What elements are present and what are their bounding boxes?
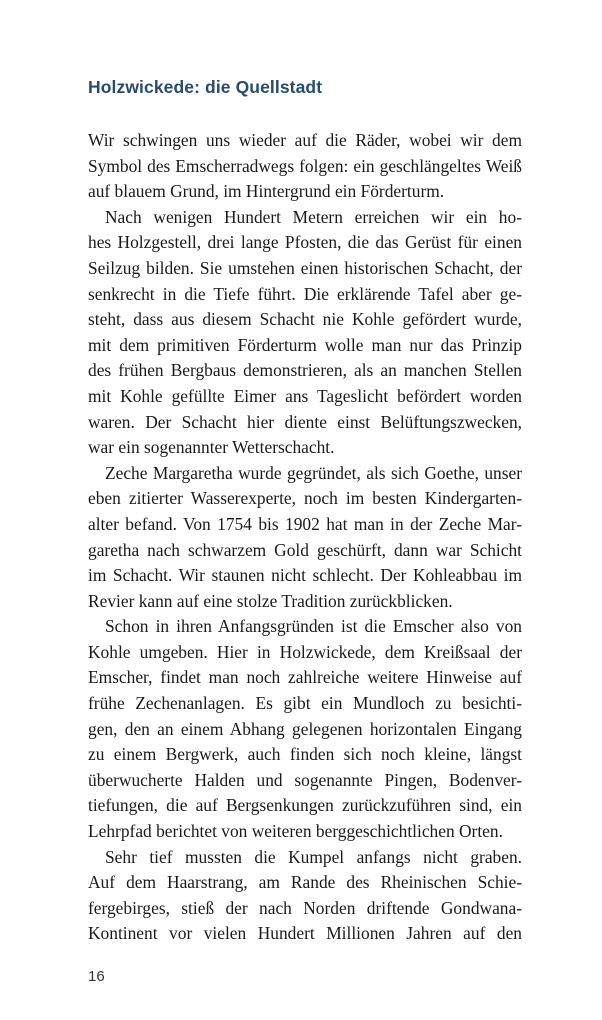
text-line: des frühen Bergbaus demonstrieren, als an manchen Stellen xyxy=(88,360,522,381)
paragraph-3 xyxy=(88,461,522,615)
text-line: Lehrpfad berichtet von weiteren berggeschichtlichen Orten. xyxy=(88,821,503,842)
text-line: Wir schwingen uns wieder auf die Räder, wobei wir dem xyxy=(88,130,522,150)
page-number: 16 xyxy=(88,968,105,985)
text-line: Schon in ihren Anfangsgründen ist die Emscher also von xyxy=(105,616,522,637)
text-line: hes Holzgestell, drei lange Pfosten, die das Gerüst für einen xyxy=(88,232,522,253)
paragraph-1 xyxy=(88,128,522,205)
text-line: garetha nach schwarzem Gold geschürft, dann war Schicht xyxy=(88,539,522,560)
text-line: Revier kann auf eine stolze Tradition zurückblicken. xyxy=(88,590,453,611)
body-text xyxy=(88,128,522,947)
text-line: Symbol des Emscherradwegs folgen: ein geschlängeltes Weiß xyxy=(88,155,522,176)
paragraph-5 xyxy=(88,845,522,947)
text-line: auf blauem Grund, im Hintergrund ein Förderturm. xyxy=(88,181,445,202)
text-line: mit Kohle gefüllte Eimer ans Tageslicht befördert worden xyxy=(88,385,522,406)
text-line: senkrecht in die Tiefe führt. Die erklärende Tafel aber ge- xyxy=(88,283,522,304)
text-line: Auf dem Haarstrang, am Rande des Rheinischen Schie- xyxy=(88,872,522,893)
text-line: zu einem Bergwerk, auch finden sich noch kleine, längst xyxy=(88,744,522,765)
text-line: Emscher, findet man noch zahlreiche weitere Hinweise auf xyxy=(88,667,522,688)
paragraph-2 xyxy=(88,205,522,461)
paragraph-4 xyxy=(88,614,522,844)
text-line: alter befand. Von 1754 bis 1902 hat man in der Zeche Mar- xyxy=(88,513,522,534)
text-line: fergebirges, stieß der nach Norden driftende Gondwana- xyxy=(88,897,522,918)
text-line: Seilzug bilden. Sie umstehen einen historischen Schacht, der xyxy=(88,257,522,278)
text-line: gen, den an einem Abhang gelegenen horizontalen Eingang xyxy=(88,718,522,739)
text-line: tiefungen, die auf Bergsenkungen zurückzuführen sind, ein xyxy=(88,795,522,816)
text-line: Sehr tief mussten die Kumpel anfangs nicht graben. xyxy=(105,846,522,867)
text-line: im Schacht. Wir staunen nicht schlecht. Der Kohleabbau im xyxy=(88,565,522,586)
section-heading: Holzwickede: die Quellstadt xyxy=(88,77,323,97)
text-line: waren. Der Schacht hier diente einst Belüftungszwecken, xyxy=(88,411,522,432)
text-line: Kohle umgeben. Hier in Holzwickede, dem Kreißsaal der xyxy=(88,641,522,662)
text-line: überwucherte Halden und sogenannte Pingen, Bodenver- xyxy=(88,769,522,790)
text-line: Zeche Margaretha wurde gegründet, als sich Goethe, unser xyxy=(105,462,522,483)
text-line: eben zitierter Wasserexperte, noch im besten Kindergarten- xyxy=(88,488,522,509)
text-line: Kontinent vor vielen Hundert Millionen Jahren auf den xyxy=(88,923,522,944)
text-line: Nach wenigen Hundert Metern erreichen wir ein ho- xyxy=(105,206,522,227)
text-line: frühe Zechenanlagen. Es gibt ein Mundloch zu besichti- xyxy=(88,693,522,714)
text-line: mit dem primitiven Förderturm wolle man nur das Prinzip xyxy=(88,334,522,355)
text-line: war ein sogenannter Wetterschacht. xyxy=(88,437,335,458)
text-line: steht, dass aus diesem Schacht nie Kohle gefördert wurde, xyxy=(88,309,522,330)
